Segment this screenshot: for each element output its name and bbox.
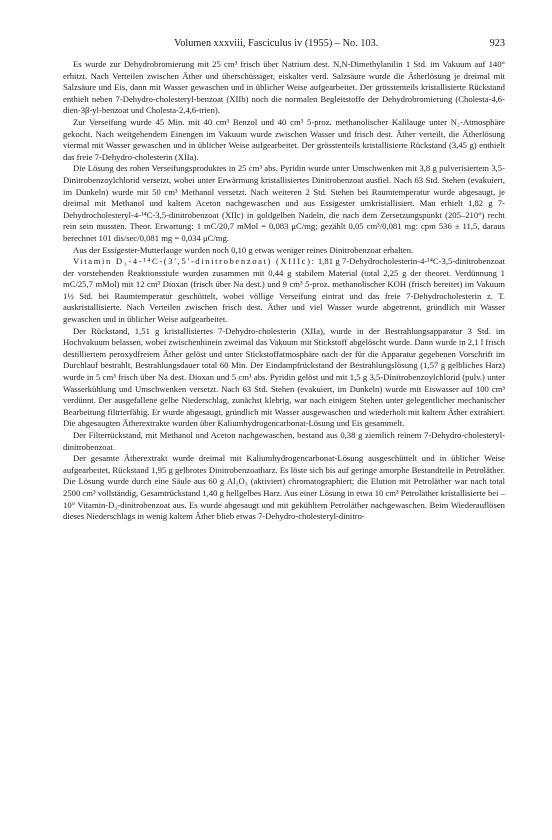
compound-heading: Vitamin D₃-4-¹⁴C-(3′,5′-dinitrobenzoat) (XIIIc): bbox=[73, 256, 316, 267]
article-body bbox=[63, 59, 505, 523]
paragraph-filter-residue: Der Filterrückstand, mit Methanol und Aceton nachgewaschen, bestand aus 0,38 g ziemlich reinem 7-Dehydro-cholesteryl-dinitrobenzoat. bbox=[63, 430, 505, 452]
paragraph-dinitrobenzoate-prep: Die Lösung des rohen Verseifungsproduktes in 25 cm³ abs. Pyridin wurde unter Umschwenken mit 3,8 g pulverisiertem 3,5-Dinitrobenzoylchlorid versetzt, wobei unter Erwärmung kristallisiertes Dinitrobenzoat ausfiel. Nach 63 Std. Stehen (evakuiert, im Dunkeln) wurde mit 50 cm³ Methanol versetzt. Nach weiteren 2 Std. Stehen bei Raumtemperatur wurde abgesaugt, je dreimal mit Methanol und kaltem Aceton nachgewaschen und aus Essigester umkristallisiert. Man erhielt 1,82 g 7-Dehydrocholesteryl-4-¹⁴C-3,5-dinitrobenzoat (XIIc) in goldgelben Nadeln, die nach dem Zersetzungspunkt (205–210°) recht rein sein mussten. Theor. Erwartung: 1 mC/20,7 mMol = 0,083 μC/mg; gezählt 0,05 cm³/0,081 mg: cpm 536 ± 11,5, daraus berechnet 101 dis/sec/0,081 mg = 0,034 μC/mg. bbox=[63, 163, 505, 243]
page-number: 923 bbox=[489, 38, 505, 49]
paragraph-dehydrobromination: Es wurde zur Dehydrobromierung mit 25 cm³ frisch über Natrium dest. N,N-Dimethylanilin 1 Std. im Vakuum auf 140° erhitzt. Nach Verteilen zwischen Äther und überschüssiger, eiskalter verd. Salzsäure wurde die Ätherlösung je dreimal mit Salzsäure und Eis, dann mit Wasser gewaschen und in üblicher Weise aufgearbeitet. Der grösstenteils kristallisierte Rückstand enthielt neben 7-Dehydro-cholesteryl-benzoat (XIIb) noch die normalen Begleitstoffe der Dehydrobromierung (Cholesta-4,6-dien-3β-yl-benzoat und Cholesta-2,4,6-trien). bbox=[63, 59, 505, 116]
running-header bbox=[63, 38, 505, 49]
paragraph-saponification: Zur Verseifung wurde 45 Min. mit 40 cm³ Benzol und 40 cm³ 5-proz. methanolischer Kalilauge unter N₂-Atmosphäre gekocht. Nach weitgehendem Einengen im Vakuum wurde zwischen Wasser und frisch dest. Äther verteilt, die Ätherlösung viermal mit Wasser gewaschen und in üblicher Weise aufgearbeitet. Der grösstenteils kristallisierte Rückstand (3,45 g) enthielt das freie 7-Dehydro-cholesterin (XIIa). bbox=[63, 116, 505, 162]
paragraph-ether-extract: Der gesamte Ätherextrakt wurde dreimal mit Kaliumhydrogencarbonat-Lösung ausgeschüttelt und in üblicher Weise aufgearbeitet, Rückstand 1,95 g gelbrotes Dinitrobenzoatharz. Es löste sich bis auf geringe amorphe Bestandteile in Petroläther. Die Lösung wurde durch eine Säule aus 60 g Al₂O₃ (aktiviert) chromatographiert; die Elution mit Petroläther war nach total 2500 cm³ vollständig, Gesamtrückstand 1,40 g hellgelbes Harz. Aus einer Lösung in etwa 10 cm³ Petroläther kristallisierte bei – 10° Vitamin-D₃-dinitrobenzoat aus. Es wurde abgesaugt und mit gekühltem Petroläther nachgewaschen. Beim Wiederauflösen dieses Niederschlags in wenig kaltem Äther blieb etwas 7-Dehydro-cholesteryl-dinitro- bbox=[63, 453, 505, 522]
running-title: Volumen xxxviii, Fasciculus iv (1955) – No. 103. bbox=[174, 38, 379, 49]
compound-procedure: 1,81 g 7-Dehydrocholesterin-4-¹⁴C-3,5-dinitrobenzoat der vorstehenden Reaktionsstufe wurden zusammen mit 0,44 g stabilem Material (total 2,25 g der theoret. Verdünnung 1 mC/25,7 mMol) mit 12 cm³ Dioxan (frisch über Na dest.) und 9 cm³ 5-proz. methanolischer KOH (frisch bereitet) im Vakuum 1½ Std. bei Raumtemperatur geschüttelt, wobei völlige Verseifung eintrat und das freie 7-Dehydrocholesterin z. T. auskristallisierte. Nach Verteilen zwischen frisch dest. Äther und viel Wasser wurde abgetrennt, gründlich mit Wasser gewaschen und in üblicher Weise aufgearbeitet. bbox=[63, 256, 505, 325]
paragraph-irradiation: Der Rückstand, 1,51 g kristallisiertes 7-Dehydro-cholesterin (XIIa), wurde in der Bestrahlungsapparatur 3 Std. im Hochvakuum belassen, wobei zwischenhinein zweimal das Vakuum mit Stickstoff abgelöscht wurde. Dann wurde in 2,1 l frisch destilliertem peroxydfreiem Äther gelöst und unter Stickstoffatmosphäre nach der für die Apparatur gegebenen Vorschrift im Durchlauf bestrahlt, Bestrahlungsdauer total 60 Min. Der Eindampfrückstand der Bestrahlungslösung (1,57 g gelbliches Harz) wurde in 5 cm³ frisch über Na dest. Dioxan und 5 cm³ abs. Pyridin gelöst und mit 1,5 g 3,5-Dinitrobenzoylchlorid (pulv.) unter Wasserkühlung und Umschwenken versetzt. Nach 63 Std. Stehen (evakuiert, im Dunkeln) wurde mit Eiswasser auf 100 cm³ verdünnt. Der ausgefallene gelbe Niederschlag, zunächst klebrig, war nach einigem Stehen unter gelegentlicher mechanischer Bearbeitung filtrierfähig. Er wurde abgesaugt, gründlich mit Wasser ausgewaschen und wiederholt mit kaltem Äther extrahiert. Die abgesaugten Ätherextrakte wurden über Kaliumhydrogencarbonat-Lösung und Eis gesammelt. bbox=[63, 325, 505, 429]
paragraph-mother-liquor: Aus der Essigester-Mutterlauge wurden noch 0,10 g etwas weniger reines Dinitrobenzoat erhalten. bbox=[73, 244, 414, 255]
paragraph-vitamin-d3-heading bbox=[63, 256, 505, 326]
journal-page bbox=[63, 38, 505, 523]
